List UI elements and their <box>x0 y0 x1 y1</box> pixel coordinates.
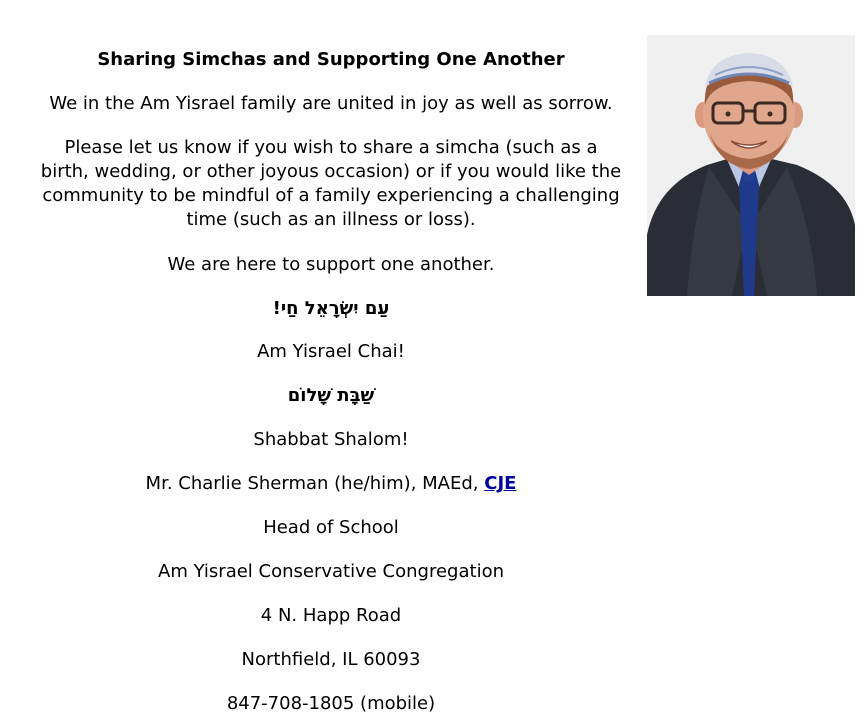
signature-street: 4 N. Happ Road <box>260 605 402 626</box>
signature-city: Northfield, IL 60093 <box>241 649 421 670</box>
signature-name-line <box>0 472 662 496</box>
shabbat-shalom: Shabbat Shalom! <box>253 429 409 450</box>
page-heading: Sharing Simchas and Supporting One Another <box>97 49 565 70</box>
support-text: We are here to support one another. <box>167 254 495 275</box>
signature-name: Mr. Charlie Sherman (he/him), MAEd, <box>145 473 485 494</box>
signature-organization: Am Yisrael Conservative Congregation <box>158 561 504 582</box>
cje-link[interactable]: CJE <box>484 473 517 494</box>
hebrew-am-yisrael-chai-line <box>0 297 662 321</box>
hebrew-shabbat-shalom-line <box>0 384 662 408</box>
portrait-photo <box>647 35 855 296</box>
hebrew-shabbat-shalom: שַׁבָּת שָׁלוֹם <box>287 385 375 406</box>
signature-title: Head of School <box>263 517 399 538</box>
signature-phone: 847-708-1805 (mobile) <box>226 693 436 714</box>
request-paragraph: Please let us know if you wish to share a simcha (such as a birth, wedding, or other joyous occasion) or if you would like the community to be mindful of a family experiencing a challenging time (such as an illness or loss). <box>40 137 622 230</box>
portrait-illustration <box>647 35 855 296</box>
hebrew-am-yisrael-chai: עַם יִשְׂרָאֵל חַי! <box>272 298 390 319</box>
intro-text: We in the Am Yisrael family are united in joy as well as sorrow. <box>49 93 613 114</box>
am-yisrael-chai: Am Yisrael Chai! <box>257 341 405 362</box>
